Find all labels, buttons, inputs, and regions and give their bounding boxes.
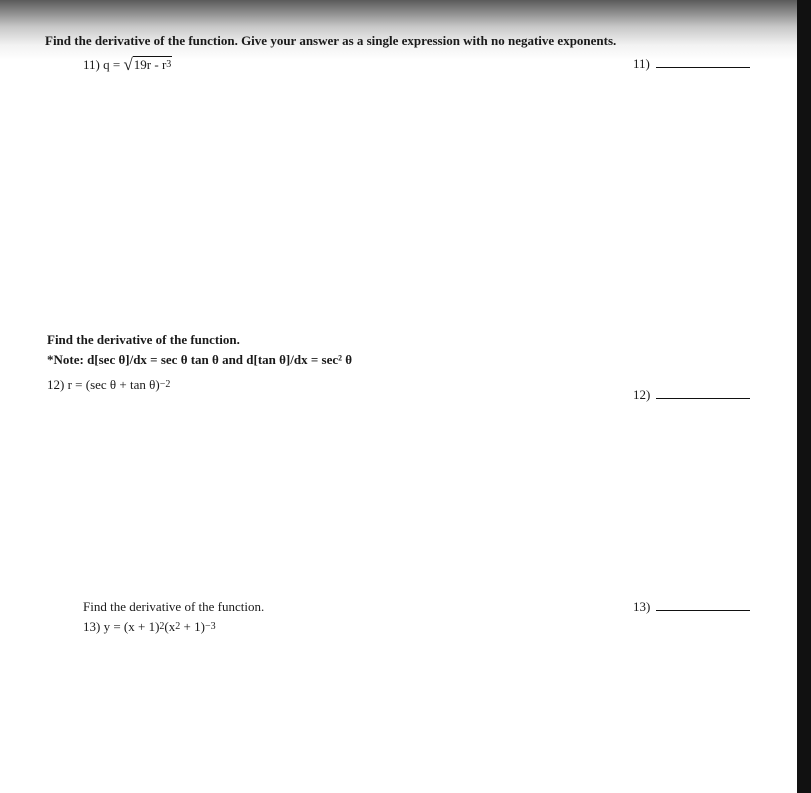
problem-11-radicand [133, 56, 173, 72]
problem-13-exp3: −3 [204, 621, 216, 632]
answer-13-label: 13) [633, 599, 651, 614]
answer-12-label: 12) [633, 387, 651, 402]
problem-13-part2: (x [164, 619, 176, 634]
problem-11-lhs: q = [103, 57, 121, 72]
section1-instruction: Find the derivative of the function. Give your answer as a single expression with no negative exponents. [45, 33, 617, 48]
answer-13-blank[interactable] [656, 600, 750, 611]
answer-13 [633, 599, 750, 615]
problem-11-number: 11) [83, 57, 100, 72]
section2-note: *Note: d[sec θ]/dx = sec θ tan θ and d[tan θ]/dx = sec² θ [47, 352, 353, 367]
radical-icon: √ [123, 55, 133, 74]
problem-11-radicand-text: 19r - r [133, 57, 167, 72]
section3-instruction: Find the derivative of the function. [83, 599, 265, 614]
problem-12-expression: r = (sec θ + tan θ) [67, 377, 160, 392]
page-top-shadow [0, 0, 811, 60]
problem-11-exponent: 3 [166, 59, 172, 70]
answer-11-blank[interactable] [656, 57, 750, 68]
problem-13-exp1: 2 [159, 621, 165, 632]
answer-12 [633, 387, 750, 403]
answer-11 [633, 56, 750, 72]
problem-13 [83, 619, 216, 635]
problem-12-number: 12) [47, 377, 65, 392]
answer-11-label: 11) [633, 56, 650, 71]
answer-12-blank[interactable] [656, 388, 750, 399]
problem-11 [83, 54, 172, 74]
problem-13-part3: + 1) [180, 619, 205, 634]
section2-instruction: Find the derivative of the function. [47, 332, 240, 347]
problem-13-exp2: 2 [175, 621, 181, 632]
viewer-right-edge [797, 0, 811, 793]
problem-12-exponent: −2 [159, 379, 171, 390]
problem-11-radical [123, 54, 172, 74]
problem-13-number: 13) [83, 619, 101, 634]
problem-12 [47, 377, 170, 393]
problem-13-part1: y = (x + 1) [103, 619, 160, 634]
